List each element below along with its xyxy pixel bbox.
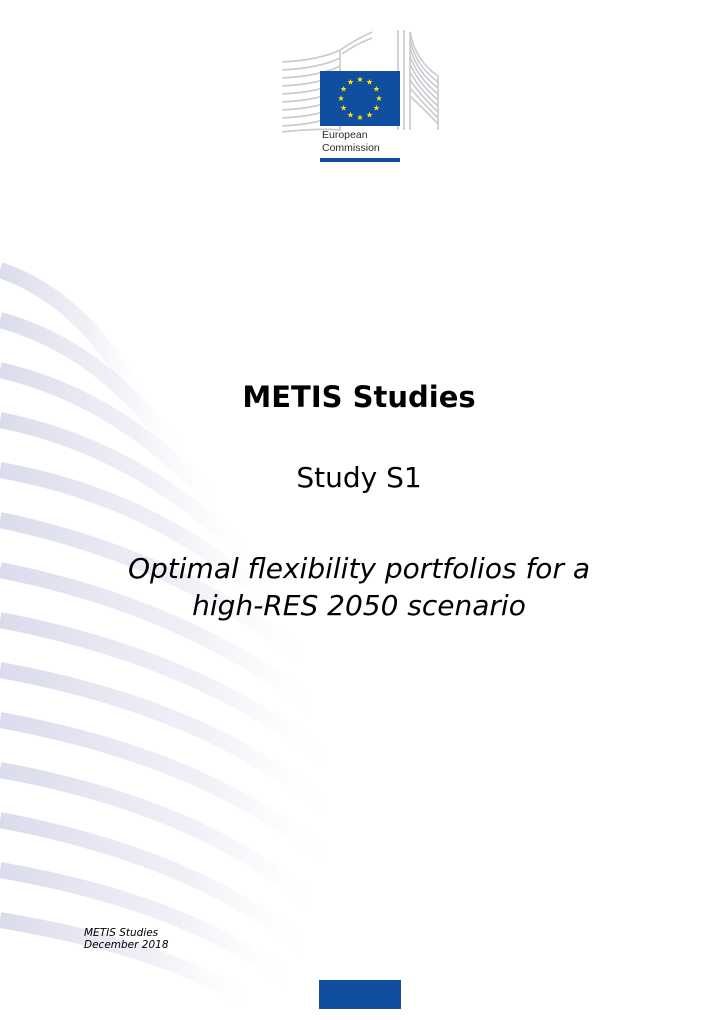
footer-date: December 2018 bbox=[84, 939, 169, 951]
study-label: Study S1 bbox=[296, 461, 422, 494]
logo-wordmark bbox=[322, 129, 380, 155]
subtitle-line1: Optimal flexibility portfolios for a bbox=[127, 552, 591, 585]
page-title: METIS Studies bbox=[242, 380, 476, 414]
footer-series: METIS Studies bbox=[84, 927, 159, 939]
logo-wordmark-line2: Commission bbox=[322, 142, 380, 154]
logo-wordmark-line1: European bbox=[322, 129, 368, 141]
footer-note bbox=[84, 927, 169, 951]
bottom-brand-block bbox=[319, 980, 401, 1009]
subtitle-line2: high-RES 2050 scenario bbox=[192, 589, 526, 622]
document-subtitle bbox=[60, 550, 658, 624]
logo-underline bbox=[320, 158, 400, 162]
